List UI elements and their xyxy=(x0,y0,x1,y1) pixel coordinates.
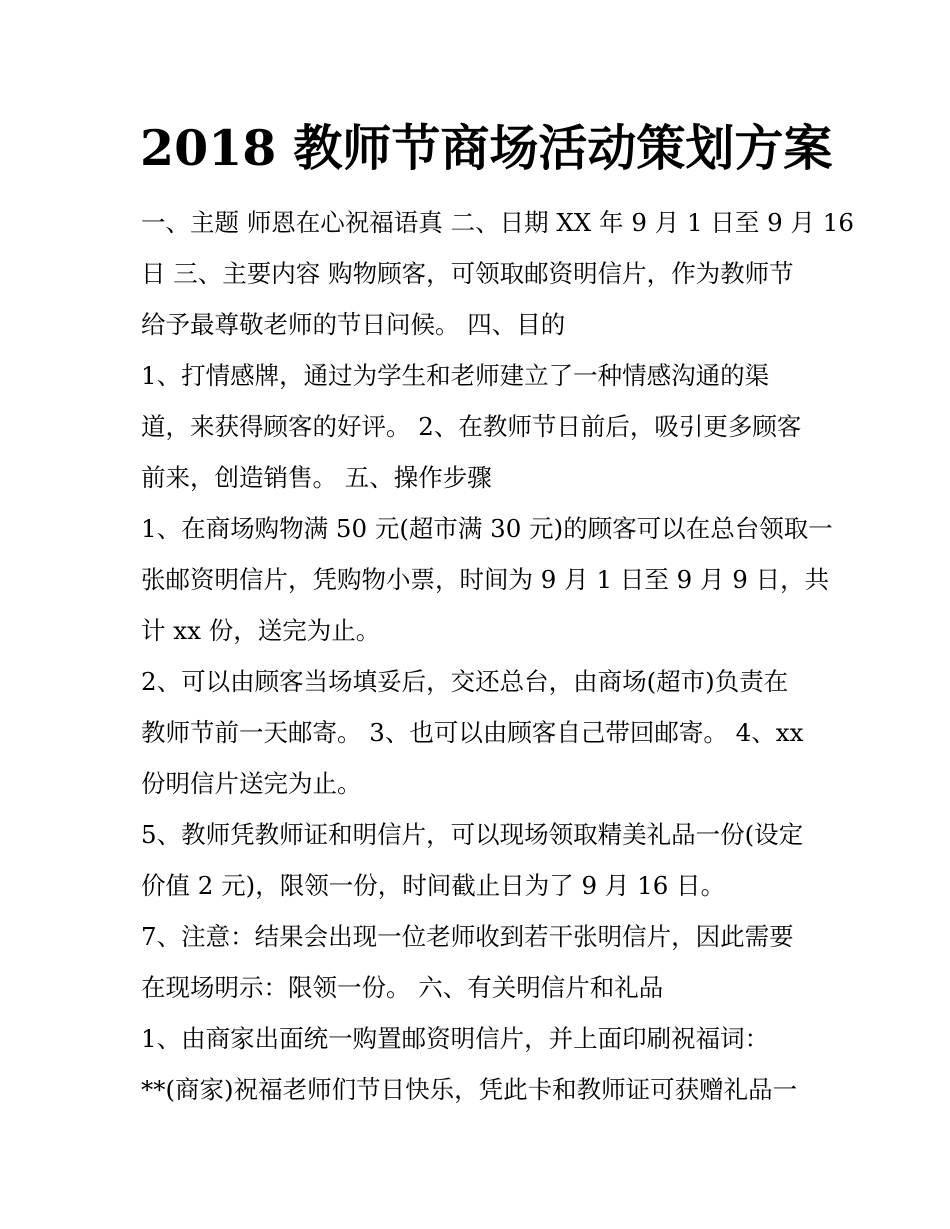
text-line: 教师节前一天邮寄。 3、也可以由顾客自己带回邮寄。 4、xx xyxy=(141,718,804,747)
text-line: 给予最尊敬老师的节日问候。 四、目的 xyxy=(141,310,566,339)
text-line: 份明信片送完为止。 xyxy=(141,769,362,798)
page-title: 2018 教师节商场活动策划方案 xyxy=(140,119,833,177)
document-body xyxy=(141,197,854,1115)
text-line: 2、可以由顾客当场填妥后，交还总台，由商场(超市)负责在 xyxy=(141,667,789,696)
text-line: 7、注意：结果会出现一位老师收到若干张明信片，因此需要 xyxy=(141,922,794,951)
text-line: **(商家)祝福老师们节日快乐，凭此卡和教师证可获赠礼品一 xyxy=(141,1075,798,1104)
text-line: 1、在商场购物满 50 元(超市满 30 元)的顾客可以在总台领取一 xyxy=(141,514,833,543)
text-line: 1、由商家出面统一购置邮资明信片，并上面印刷祝福词： xyxy=(141,1024,770,1053)
text-line: 道，来获得顾客的好评。 2、在教师节日前后，吸引更多顾客 xyxy=(141,412,802,441)
text-line: 价值 2 元)，限领一份，时间截止日为了 9 月 16 日。 xyxy=(141,871,726,900)
text-line: 1、打情感牌，通过为学生和老师建立了一种情感沟通的渠 xyxy=(141,361,770,390)
text-line: 日 三、主要内容 购物顾客，可领取邮资明信片，作为教师节 xyxy=(141,259,794,288)
text-line: 张邮资明信片，凭购物小票，时间为 9 月 1 日至 9 月 9 日，共 xyxy=(141,565,830,594)
text-line: 计 xx 份，送完为止。 xyxy=(141,616,381,645)
text-line: 一、主题 师恩在心祝福语真 二、日期 XX 年 9 月 1 日至 9 月 16 xyxy=(141,208,854,237)
text-line: 前来，创造销售。 五、操作步骤 xyxy=(141,463,492,492)
text-line: 5、教师凭教师证和明信片，可以现场领取精美礼品一份(设定 xyxy=(141,820,804,849)
text-line: 在现场明示：限领一份。 六、有关明信片和礼品 xyxy=(141,973,664,1002)
